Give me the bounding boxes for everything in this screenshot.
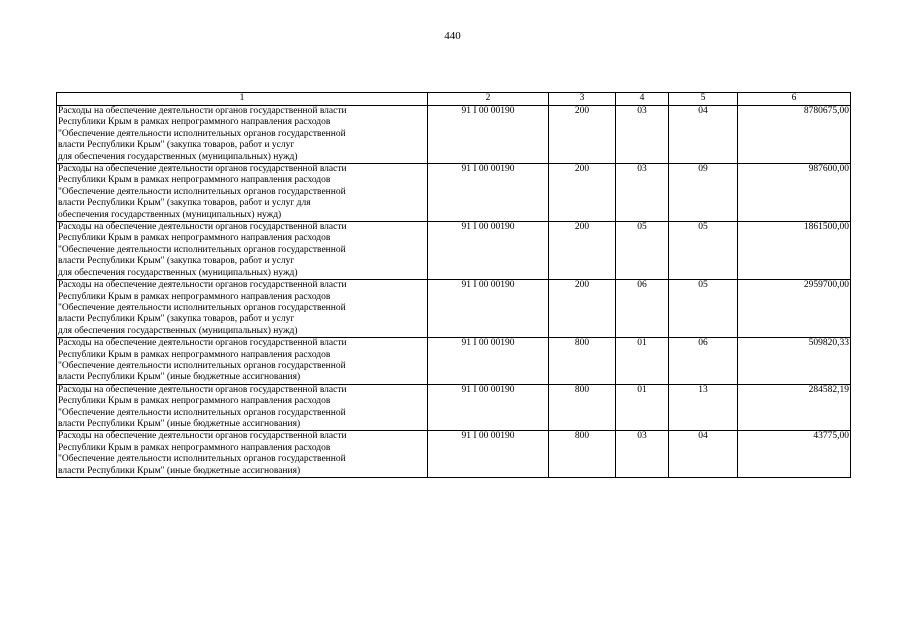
- expense-type-code-cell: 200: [549, 164, 616, 222]
- column-header: 4: [616, 93, 669, 106]
- subsection-code-cell: 04: [669, 106, 738, 164]
- expense-type-code-cell: 200: [549, 280, 616, 338]
- target-article-code-cell: 91 I 00 00190: [428, 106, 549, 164]
- amount-cell: 1861500,00: [738, 222, 851, 280]
- table-body: [57, 106, 851, 478]
- page-number: 440: [444, 30, 461, 42]
- amount-cell: 987600,00: [738, 164, 851, 222]
- section-code-cell: 06: [616, 280, 669, 338]
- target-article-code-cell: 91 I 00 00190: [428, 431, 549, 478]
- budget-table: [56, 92, 851, 478]
- table-row: [57, 280, 851, 338]
- expense-description-cell: Расходы на обеспечение деятельности органов государственной власти Республики Крым в рамках непрограммного направления расходов "Обеспечение деятельности исполнительных органов государственной власти Республики Крым" (иные бюджетные ассигнования): [57, 338, 428, 385]
- expense-type-code-cell: 200: [549, 222, 616, 280]
- expense-type-code-cell: 200: [549, 106, 616, 164]
- subsection-code-cell: 06: [669, 338, 738, 385]
- subsection-code-cell: 04: [669, 431, 738, 478]
- expense-description-cell: Расходы на обеспечение деятельности органов государственной власти Республики Крым в рамках непрограммного направления расходов "Обеспечение деятельности исполнительных органов государственной власти Республики Крым" (закупка товаров, работ и услуг для обеспечения государственных (муниципальных) нужд): [57, 280, 428, 338]
- target-article-code-cell: 91 I 00 00190: [428, 338, 549, 385]
- column-header: 2: [428, 93, 549, 106]
- section-code-cell: 01: [616, 338, 669, 385]
- amount-cell: 284582,19: [738, 384, 851, 431]
- table-row: [57, 384, 851, 431]
- subsection-code-cell: 09: [669, 164, 738, 222]
- target-article-code-cell: 91 I 00 00190: [428, 164, 549, 222]
- column-header: 1: [57, 93, 428, 106]
- section-code-cell: 01: [616, 384, 669, 431]
- expense-type-code-cell: 800: [549, 431, 616, 478]
- section-code-cell: 03: [616, 164, 669, 222]
- table-row: [57, 164, 851, 222]
- amount-cell: 43775,00: [738, 431, 851, 478]
- subsection-code-cell: 13: [669, 384, 738, 431]
- column-header: 5: [669, 93, 738, 106]
- expense-description-cell: Расходы на обеспечение деятельности органов государственной власти Республики Крым в рамках непрограммного направления расходов "Обеспечение деятельности исполнительных органов государственной власти Республики Крым" (закупка товаров, работ и услуг для обеспечения государственных (муниципальных) нужд): [57, 164, 428, 222]
- target-article-code-cell: 91 I 00 00190: [428, 280, 549, 338]
- column-header: 3: [549, 93, 616, 106]
- expense-description-cell: Расходы на обеспечение деятельности органов государственной власти Республики Крым в рамках непрограммного направления расходов "Обеспечение деятельности исполнительных органов государственной власти Республики Крым" (иные бюджетные ассигнования): [57, 431, 428, 478]
- target-article-code-cell: 91 I 00 00190: [428, 384, 549, 431]
- expense-description-cell: Расходы на обеспечение деятельности органов государственной власти Республики Крым в рамках непрограммного направления расходов "Обеспечение деятельности исполнительных органов государственной власти Республики Крым" (иные бюджетные ассигнования): [57, 384, 428, 431]
- table-row: [57, 338, 851, 385]
- table-row: [57, 106, 851, 164]
- amount-cell: 509820,33: [738, 338, 851, 385]
- expense-description-cell: Расходы на обеспечение деятельности органов государственной власти Республики Крым в рамках непрограммного направления расходов "Обеспечение деятельности исполнительных органов государственной власти Республики Крым" (закупка товаров, работ и услуг для обеспечения государственных (муниципальных) нужд): [57, 106, 428, 164]
- column-header: 6: [738, 93, 851, 106]
- amount-cell: 2959700,00: [738, 280, 851, 338]
- table-row: [57, 222, 851, 280]
- section-code-cell: 05: [616, 222, 669, 280]
- amount-cell: 8780675,00: [738, 106, 851, 164]
- section-code-cell: 03: [616, 106, 669, 164]
- target-article-code-cell: 91 I 00 00190: [428, 222, 549, 280]
- table-header-row: [57, 93, 851, 106]
- expense-type-code-cell: 800: [549, 384, 616, 431]
- expense-description-cell: Расходы на обеспечение деятельности органов государственной власти Республики Крым в рамках непрограммного направления расходов "Обеспечение деятельности исполнительных органов государственной власти Республики Крым" (закупка товаров, работ и услуг для обеспечения государственных (муниципальных) нужд): [57, 222, 428, 280]
- expense-type-code-cell: 800: [549, 338, 616, 385]
- subsection-code-cell: 05: [669, 222, 738, 280]
- subsection-code-cell: 05: [669, 280, 738, 338]
- table-row: [57, 431, 851, 478]
- section-code-cell: 03: [616, 431, 669, 478]
